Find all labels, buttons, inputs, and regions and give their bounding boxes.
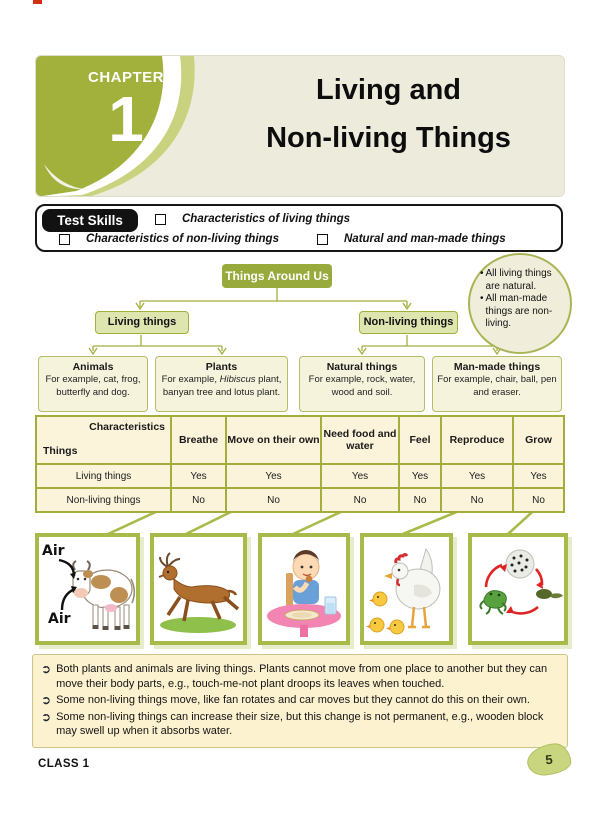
cell-value: Yes xyxy=(321,464,399,488)
curved-arrow-bullet-icon: ➲ xyxy=(41,693,52,707)
test-skill-item xyxy=(155,213,350,225)
side-note-text: All man-made things are non-living. xyxy=(485,293,553,329)
test-skills-label: Test Skills xyxy=(42,209,138,232)
flowchart-manmade-box xyxy=(432,356,562,412)
illustration-frog-life-cycle xyxy=(468,533,568,645)
plants-desc: For example, Hibiscus plant, banyan tree and lotus plant. xyxy=(161,374,282,398)
cell-value: Yes xyxy=(399,464,441,488)
curved-arrow-bullet-icon: ➲ xyxy=(41,662,52,676)
characteristics-table xyxy=(35,415,565,513)
cell-value: No xyxy=(441,488,513,512)
cell-value: Yes xyxy=(226,464,321,488)
cell-value: No xyxy=(513,488,564,512)
flowchart-living-node: Living things xyxy=(95,311,189,334)
cell-value: No xyxy=(399,488,441,512)
animals-title: Animals xyxy=(72,361,114,373)
chick xyxy=(386,620,404,634)
flowchart-natural-box xyxy=(299,356,425,412)
row-label: Non-living things xyxy=(36,488,171,512)
manmade-title: Man-made things xyxy=(453,361,541,373)
animals-desc: For example, cat, frog, butterfly and dog. xyxy=(45,374,141,398)
checkbox-icon xyxy=(317,234,328,245)
note-text: Some non-living things move, like fan rotates and car moves but they cannot do this on their own. xyxy=(56,694,530,706)
note-item xyxy=(41,662,557,691)
illustration-hen-with-chicks xyxy=(360,533,453,645)
flowchart-animals-box xyxy=(38,356,148,412)
corner-things: Things xyxy=(43,445,78,457)
natural-desc: For example, rock, water, wood and soil. xyxy=(308,374,416,398)
deer-drawing xyxy=(154,537,243,641)
test-skill-text: Natural and man-made things xyxy=(344,233,506,245)
bullet-icon: • xyxy=(480,268,484,279)
illustration-cow-breathing xyxy=(35,533,140,645)
air-label-bottom: Air xyxy=(48,611,71,627)
cell-value: Yes xyxy=(513,464,564,488)
checkbox-icon xyxy=(155,214,166,225)
column-header: Grow xyxy=(513,416,564,464)
hen-chicks-drawing xyxy=(364,537,449,641)
side-note-item xyxy=(480,293,562,331)
note-text: Some non-living things can increase their size, but this change is not permanent, e.g., wooden block may swell up when it absorbs water. xyxy=(56,710,544,737)
side-note-bubble xyxy=(468,253,572,354)
test-skill-text: Characteristics of living things xyxy=(182,213,351,225)
chapter-label: CHAPTER xyxy=(87,69,164,86)
chick xyxy=(366,618,384,632)
chapter-title-line1: Living and xyxy=(316,74,461,106)
key-notes-box xyxy=(32,654,568,748)
test-skills-box xyxy=(35,204,563,252)
flowchart-nonliving-node: Non-living things xyxy=(359,311,458,334)
manmade-desc: For example, chair, ball, pen and eraser. xyxy=(437,374,557,398)
corner-characteristics: Characteristics xyxy=(89,421,165,433)
table-row xyxy=(36,488,564,512)
checkbox-icon xyxy=(59,234,70,245)
note-item xyxy=(41,710,557,739)
illustration-boy-eating xyxy=(258,533,350,645)
side-note-item xyxy=(480,268,562,293)
cell-value: Yes xyxy=(171,464,226,488)
test-skill-text: Characteristics of non-living things xyxy=(86,233,279,245)
column-header: Reproduce xyxy=(441,416,513,464)
class-label: CLASS 1 xyxy=(38,758,90,770)
boy-eating-drawing xyxy=(262,537,346,641)
chapter-title xyxy=(221,66,556,162)
test-skill-item xyxy=(317,233,506,245)
air-label-top: Air xyxy=(42,543,65,559)
page-number: 5 xyxy=(544,751,554,768)
cell-value: Yes xyxy=(441,464,513,488)
note-text: Both plants and animals are living things. Plants cannot move from one place to another but they can move their body parts, e.g., touch-me-not plant droops its leaves when touched. xyxy=(56,663,548,690)
frog-cycle-drawing xyxy=(472,537,564,641)
print-registration-mark xyxy=(33,0,42,4)
cell-value: No xyxy=(321,488,399,512)
chick xyxy=(369,592,387,606)
column-header: Breathe xyxy=(171,416,226,464)
flowchart-plants-box xyxy=(155,356,288,412)
curved-arrow-bullet-icon: ➲ xyxy=(41,709,52,724)
chapter-header xyxy=(35,55,565,197)
column-header: Need food and water xyxy=(321,416,399,464)
bullet-icon: • xyxy=(480,293,484,304)
note-item xyxy=(41,693,557,708)
natural-title: Natural things xyxy=(326,361,398,373)
chapter-number: 1 xyxy=(108,83,144,155)
flowchart-root-node: Things Around Us xyxy=(222,264,332,288)
side-note-text: All living things are natural. xyxy=(485,268,552,292)
plants-title: Plants xyxy=(205,361,238,373)
cell-value: No xyxy=(226,488,321,512)
table-corner-cell xyxy=(36,416,171,464)
column-header: Move on their own xyxy=(226,416,321,464)
chapter-title-line2: Non-living Things xyxy=(266,122,511,154)
column-header: Feel xyxy=(399,416,441,464)
cell-value: No xyxy=(171,488,226,512)
row-label: Living things xyxy=(36,464,171,488)
illustration-deer-running xyxy=(150,533,247,645)
table-row xyxy=(36,464,564,488)
test-skill-item xyxy=(59,233,279,245)
